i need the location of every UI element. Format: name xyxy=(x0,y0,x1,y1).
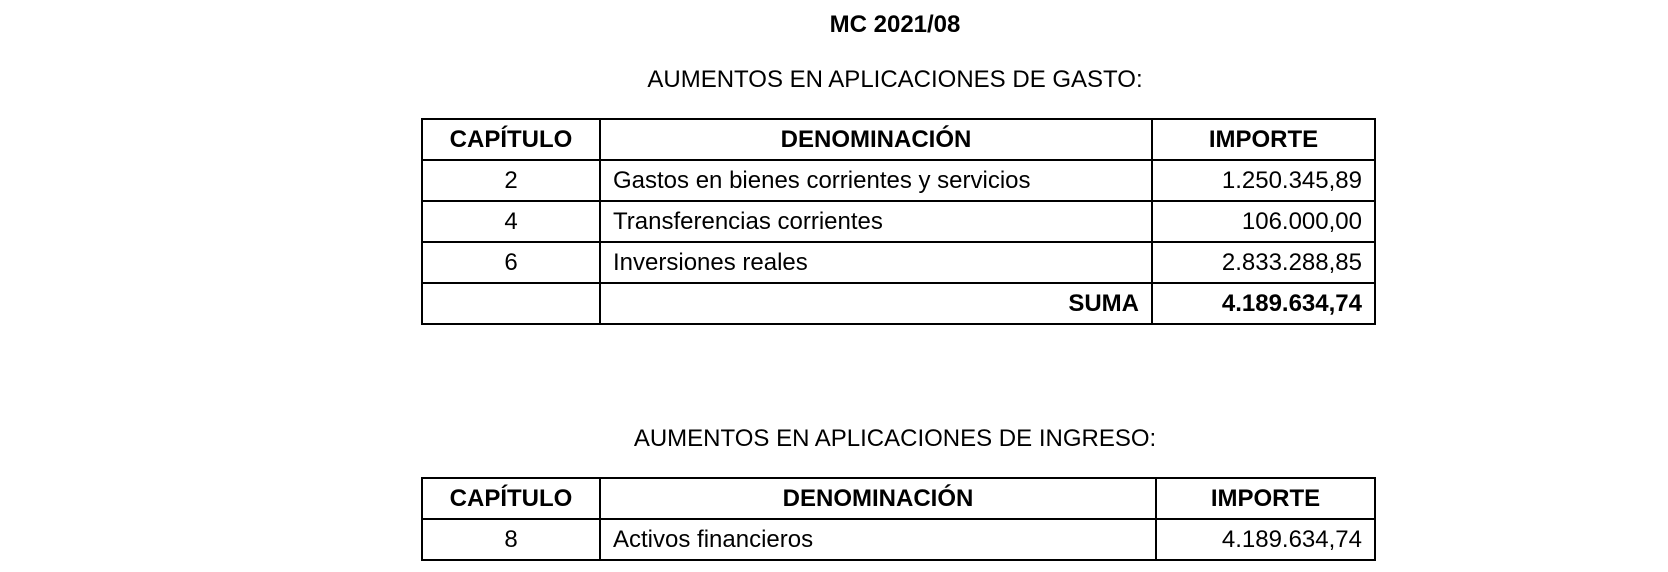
table-row xyxy=(422,519,1375,560)
table-header-row xyxy=(422,119,1375,160)
importe-cell: 106.000,00 xyxy=(1152,201,1375,242)
suma-total: 4.189.634,74 xyxy=(1152,283,1375,324)
table-row xyxy=(422,160,1375,201)
table-row xyxy=(422,201,1375,242)
importe-cell: 2.833.288,85 xyxy=(1152,242,1375,283)
importe-cell: 1.250.345,89 xyxy=(1152,160,1375,201)
denominacion-cell: Gastos en bienes corrientes y servicios xyxy=(600,160,1152,201)
denominacion-cell: Activos financieros xyxy=(600,519,1156,560)
empty-cell xyxy=(422,283,600,324)
denominacion-cell: Inversiones reales xyxy=(600,242,1152,283)
column-header-importe: IMPORTE xyxy=(1156,478,1375,519)
capitulo-cell: 6 xyxy=(422,242,600,283)
table-header-row xyxy=(422,478,1375,519)
denominacion-cell: Transferencias corrientes xyxy=(600,201,1152,242)
column-header-capitulo: CAPÍTULO xyxy=(422,478,600,519)
column-header-denominacion: DENOMINACIÓN xyxy=(600,478,1156,519)
table-total-row xyxy=(422,283,1375,324)
column-header-denominacion: DENOMINACIÓN xyxy=(600,119,1152,160)
table-row xyxy=(422,242,1375,283)
ingreso-heading: AUMENTOS EN APLICACIONES DE INGRESO: xyxy=(633,425,1157,452)
importe-cell: 4.189.634,74 xyxy=(1156,519,1375,560)
capitulo-cell: 4 xyxy=(422,201,600,242)
capitulo-cell: 2 xyxy=(422,160,600,201)
capitulo-cell: 8 xyxy=(422,519,600,560)
gasto-heading: AUMENTOS EN APLICACIONES DE GASTO: xyxy=(647,66,1143,93)
gasto-table xyxy=(421,118,1376,325)
column-header-capitulo: CAPÍTULO xyxy=(422,119,600,160)
document-title: MC 2021/08 xyxy=(829,11,961,38)
column-header-importe: IMPORTE xyxy=(1152,119,1375,160)
suma-label: SUMA xyxy=(600,283,1152,324)
ingreso-table xyxy=(421,477,1376,561)
